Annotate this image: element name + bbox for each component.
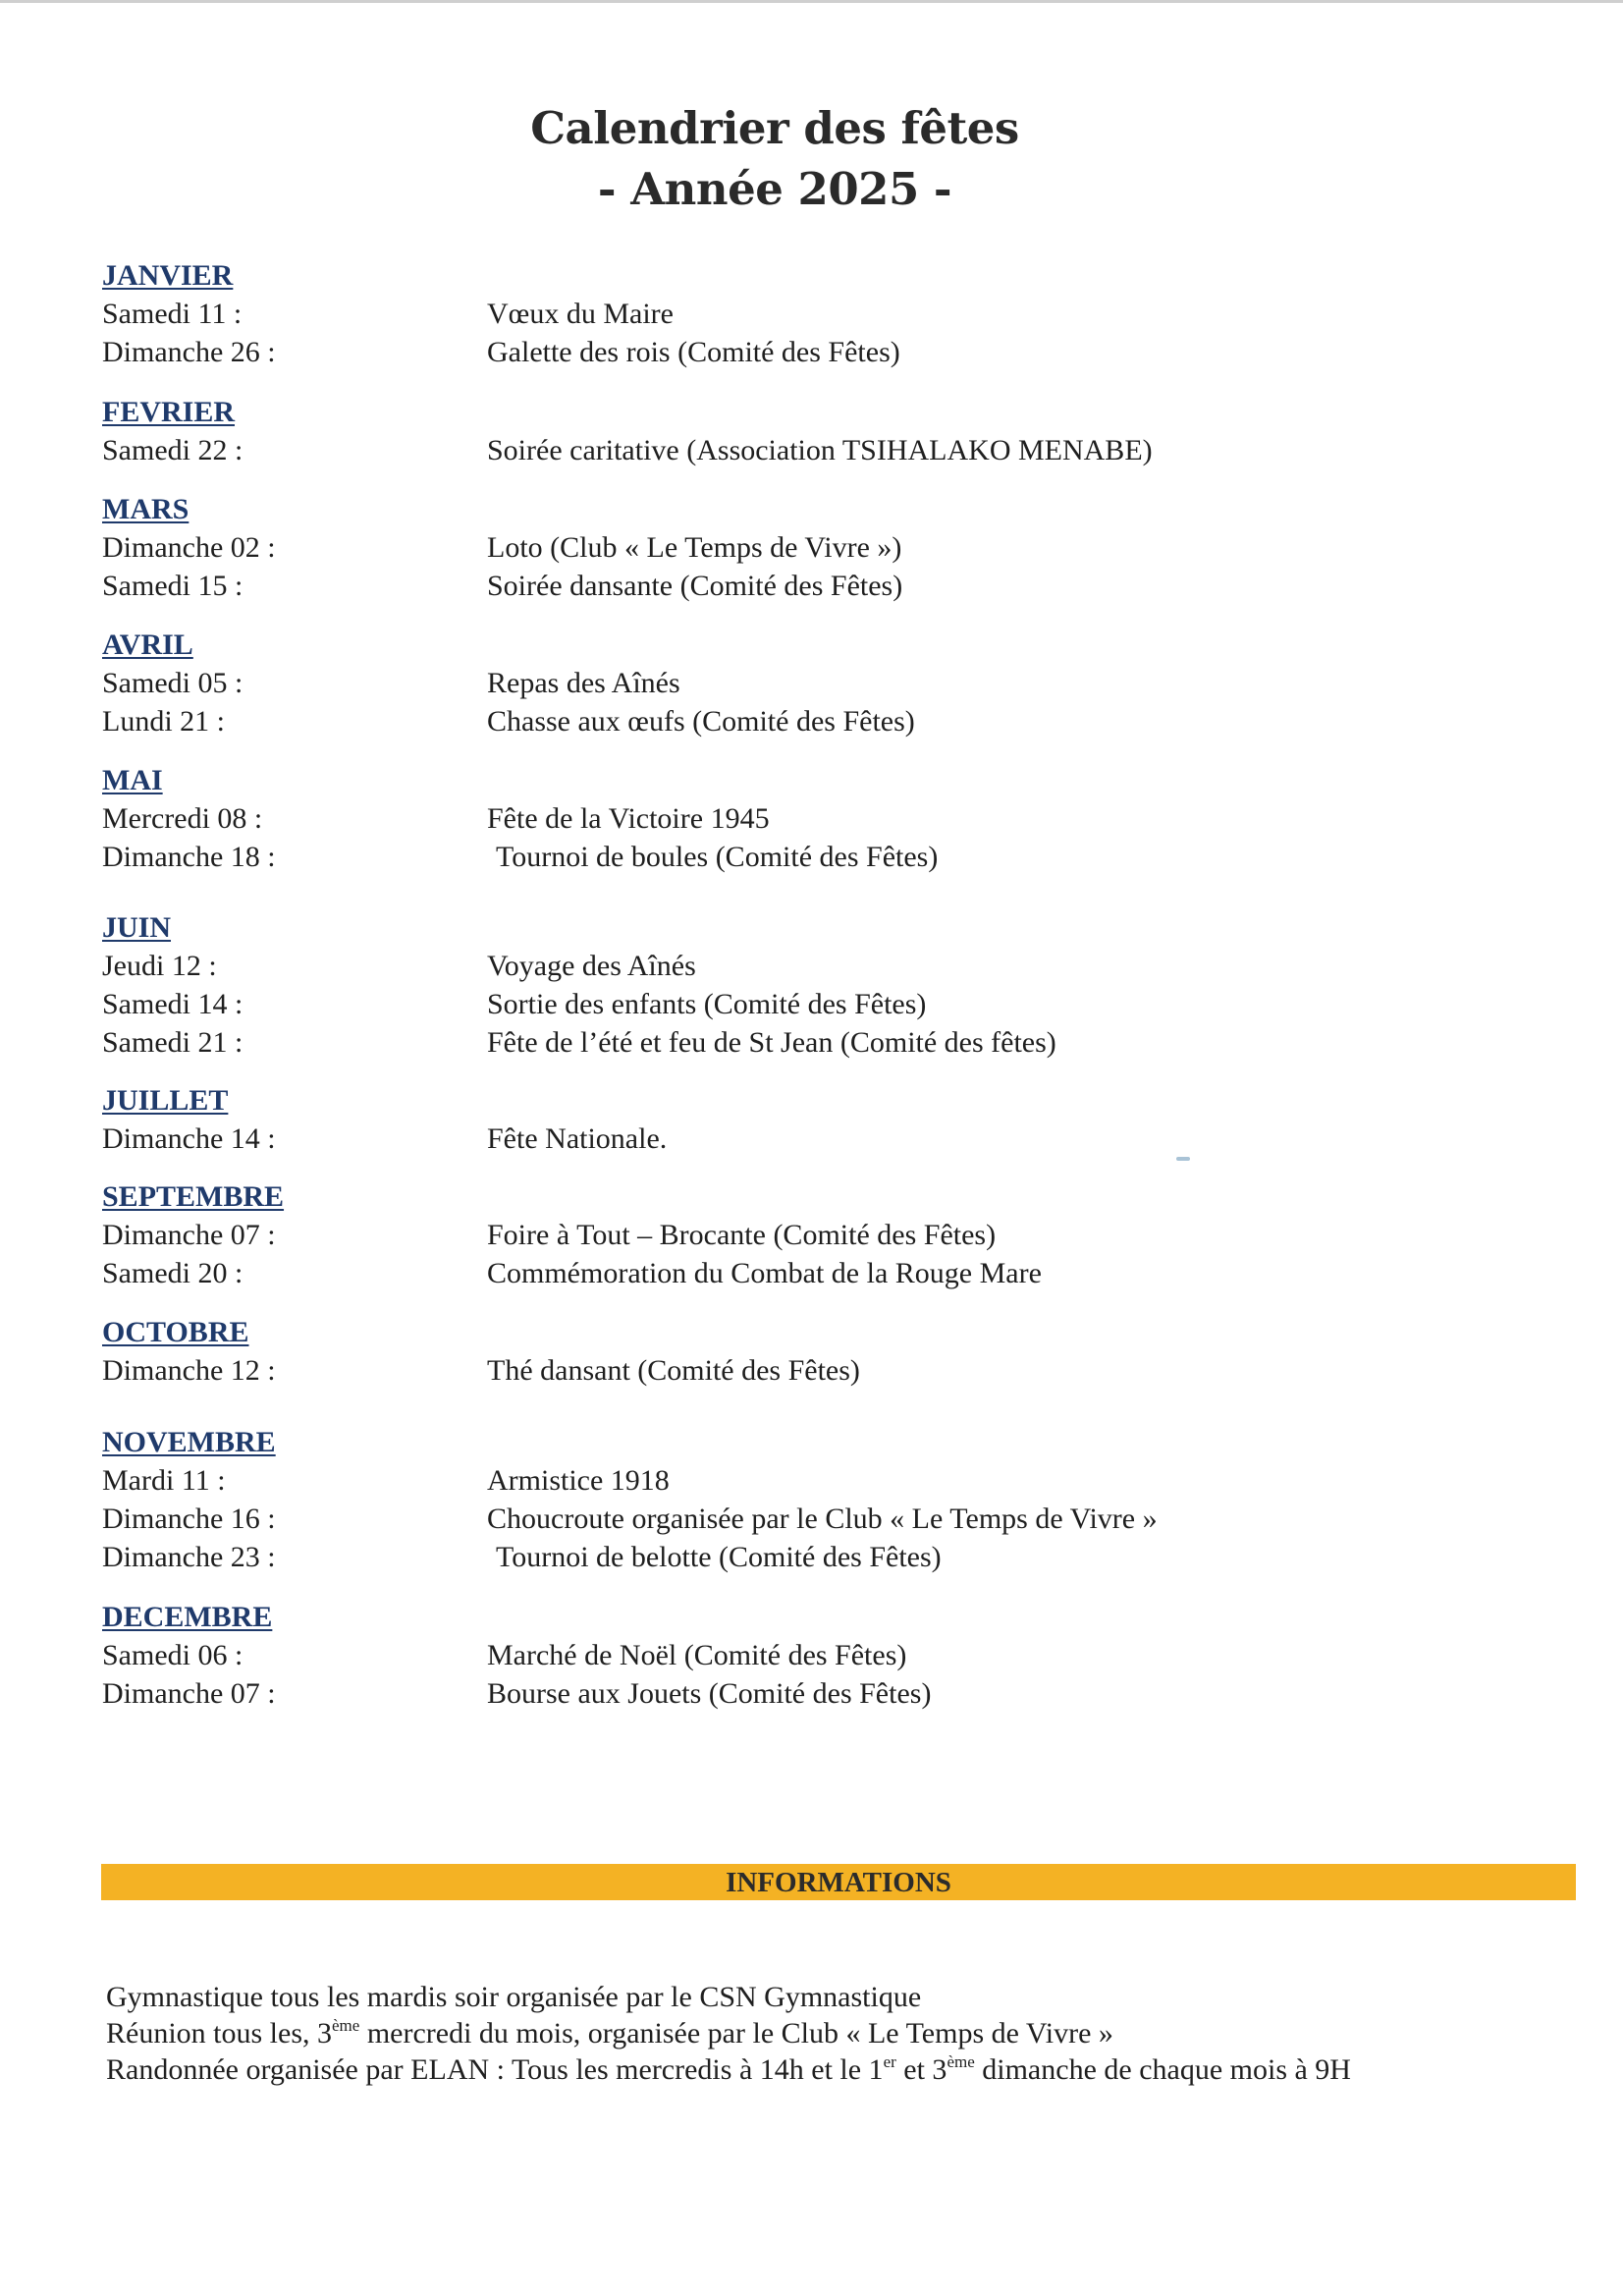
event-date: Mardi 11 : — [102, 1464, 226, 1497]
month-name: JUIN — [102, 911, 172, 944]
event-date: Samedi 20 : — [102, 1257, 243, 1289]
month-name: MAI — [102, 764, 163, 796]
month-mars — [102, 491, 1379, 605]
event-title: Choucroute organisée par le Club « Le Temps de Vivre » — [487, 1503, 1158, 1535]
event-title: Marché de Noël (Comité des Fêtes) — [487, 1639, 907, 1671]
informations-body — [106, 1979, 1579, 2088]
event-title: Repas des Aînés — [487, 667, 680, 699]
info-line-reunion — [106, 2015, 1579, 2051]
event-date: Dimanche 02 : — [102, 531, 276, 564]
month-name: OCTOBRE — [102, 1316, 249, 1348]
event-title: Bourse aux Jouets (Comité des Fêtes) — [487, 1677, 932, 1710]
info-text: mercredi du mois, organisée par le Club « Le Temps de Vivre » — [359, 2017, 1113, 2050]
month-janvier — [102, 257, 1379, 371]
event-date: Samedi 22 : — [102, 434, 243, 466]
event-row — [102, 567, 1379, 605]
event-row — [102, 431, 1379, 469]
info-text: et 3 — [895, 2053, 947, 2086]
month-fevrier — [102, 394, 1379, 469]
month-juillet — [102, 1082, 1379, 1158]
event-title: Sortie des enfants (Comité des Fêtes) — [487, 988, 927, 1020]
event-title: Foire à Tout – Brocante (Comité des Fêtes) — [487, 1219, 997, 1251]
info-line-gymnastique — [106, 1979, 1579, 2015]
event-row — [102, 295, 1379, 333]
event-title: Soirée dansante (Comité des Fêtes) — [487, 570, 903, 602]
info-text: dimanche de chaque mois à 9H — [974, 2053, 1351, 2086]
event-row — [102, 1216, 1379, 1254]
event-title: Voyage des Aînés — [487, 950, 696, 982]
event-row — [102, 1254, 1379, 1292]
event-title: Armistice 1918 — [487, 1464, 670, 1497]
month-name: DECEMBRE — [102, 1601, 273, 1633]
info-text: Randonnée organisée par ELAN : Tous les mercredis à 14h et le 1 — [106, 2053, 884, 2086]
event-row — [102, 333, 1379, 371]
event-row — [102, 1351, 1379, 1390]
event-date: Dimanche 26 : — [102, 336, 276, 368]
event-row — [102, 838, 1379, 876]
event-date: Samedi 21 : — [102, 1026, 243, 1059]
event-date: Samedi 14 : — [102, 988, 243, 1020]
month-septembre — [102, 1178, 1379, 1292]
scan-edge — [0, 0, 1623, 3]
month-decembre — [102, 1599, 1379, 1713]
event-date: Dimanche 07 : — [102, 1219, 276, 1251]
event-date: Samedi 11 : — [102, 298, 243, 330]
event-title: Soirée caritative (Association TSIHALAKO MENABE) — [487, 434, 1153, 466]
page-title — [0, 98, 1549, 220]
event-row — [102, 1023, 1379, 1062]
month-avril — [102, 627, 1379, 740]
event-date: Dimanche 14 : — [102, 1122, 276, 1155]
event-row — [102, 1538, 1379, 1576]
event-row — [102, 1500, 1379, 1538]
event-title: Commémoration du Combat de la Rouge Mare — [487, 1257, 1042, 1289]
event-title: Vœux du Maire — [487, 298, 674, 330]
info-text: Gymnastique tous les mardis soir organisée par le CSN Gymnastique — [106, 1981, 922, 2013]
event-date: Dimanche 18 : — [102, 841, 276, 873]
event-date: Dimanche 16 : — [102, 1503, 276, 1535]
informations-heading: INFORMATIONS — [101, 1864, 1576, 1900]
event-row — [102, 947, 1379, 985]
month-name: MARS — [102, 493, 189, 525]
event-row — [102, 985, 1379, 1023]
month-name: AVRIL — [102, 629, 193, 661]
title-line-1: Calendrier des fêtes — [530, 102, 1019, 154]
event-date: Samedi 15 : — [102, 570, 243, 602]
month-mai — [102, 762, 1379, 876]
event-row — [102, 1636, 1379, 1674]
event-row — [102, 702, 1379, 740]
event-date: Dimanche 12 : — [102, 1354, 276, 1387]
event-title: Loto (Club « Le Temps de Vivre ») — [487, 531, 902, 564]
event-row — [102, 528, 1379, 567]
event-title: Galette des rois (Comité des Fêtes) — [487, 336, 900, 368]
event-row — [102, 1120, 1379, 1158]
event-date: Jeudi 12 : — [102, 950, 217, 982]
info-superscript: ème — [332, 2016, 360, 2035]
event-date: Samedi 06 : — [102, 1639, 243, 1671]
month-name: NOVEMBRE — [102, 1426, 276, 1458]
month-name: SEPTEMBRE — [102, 1180, 285, 1213]
event-date: Samedi 05 : — [102, 667, 243, 699]
event-date: Dimanche 23 : — [102, 1541, 276, 1573]
event-title: Fête de l’été et feu de St Jean (Comité des fêtes) — [487, 1026, 1056, 1059]
info-superscript: er — [883, 2052, 896, 2071]
event-row — [102, 1461, 1379, 1500]
month-name: FEVRIER — [102, 396, 236, 428]
event-date: Dimanche 07 : — [102, 1677, 276, 1710]
event-row — [102, 1674, 1379, 1713]
event-date: Mercredi 08 : — [102, 802, 263, 835]
scan-speck — [1176, 1157, 1190, 1161]
event-title: Fête de la Victoire 1945 — [487, 802, 770, 835]
month-name: JANVIER — [102, 259, 234, 292]
event-title: Tournoi de boules (Comité des Fêtes) — [496, 841, 939, 873]
info-line-randonnee — [106, 2051, 1579, 2088]
event-title: Chasse aux œufs (Comité des Fêtes) — [487, 705, 915, 738]
event-title: Thé dansant (Comité des Fêtes) — [487, 1354, 860, 1387]
title-line-2: - Année 2025 - — [597, 163, 952, 215]
event-title: Tournoi de belotte (Comité des Fêtes) — [496, 1541, 942, 1573]
month-name: JUILLET — [102, 1084, 229, 1117]
event-row — [102, 664, 1379, 702]
info-text: Réunion tous les, 3 — [106, 2017, 332, 2050]
event-title: Fête Nationale. — [487, 1122, 668, 1155]
event-date: Lundi 21 : — [102, 705, 225, 738]
event-row — [102, 799, 1379, 838]
month-novembre — [102, 1424, 1379, 1576]
info-superscript: ème — [947, 2052, 975, 2071]
month-juin — [102, 909, 1379, 1062]
month-octobre — [102, 1314, 1379, 1390]
